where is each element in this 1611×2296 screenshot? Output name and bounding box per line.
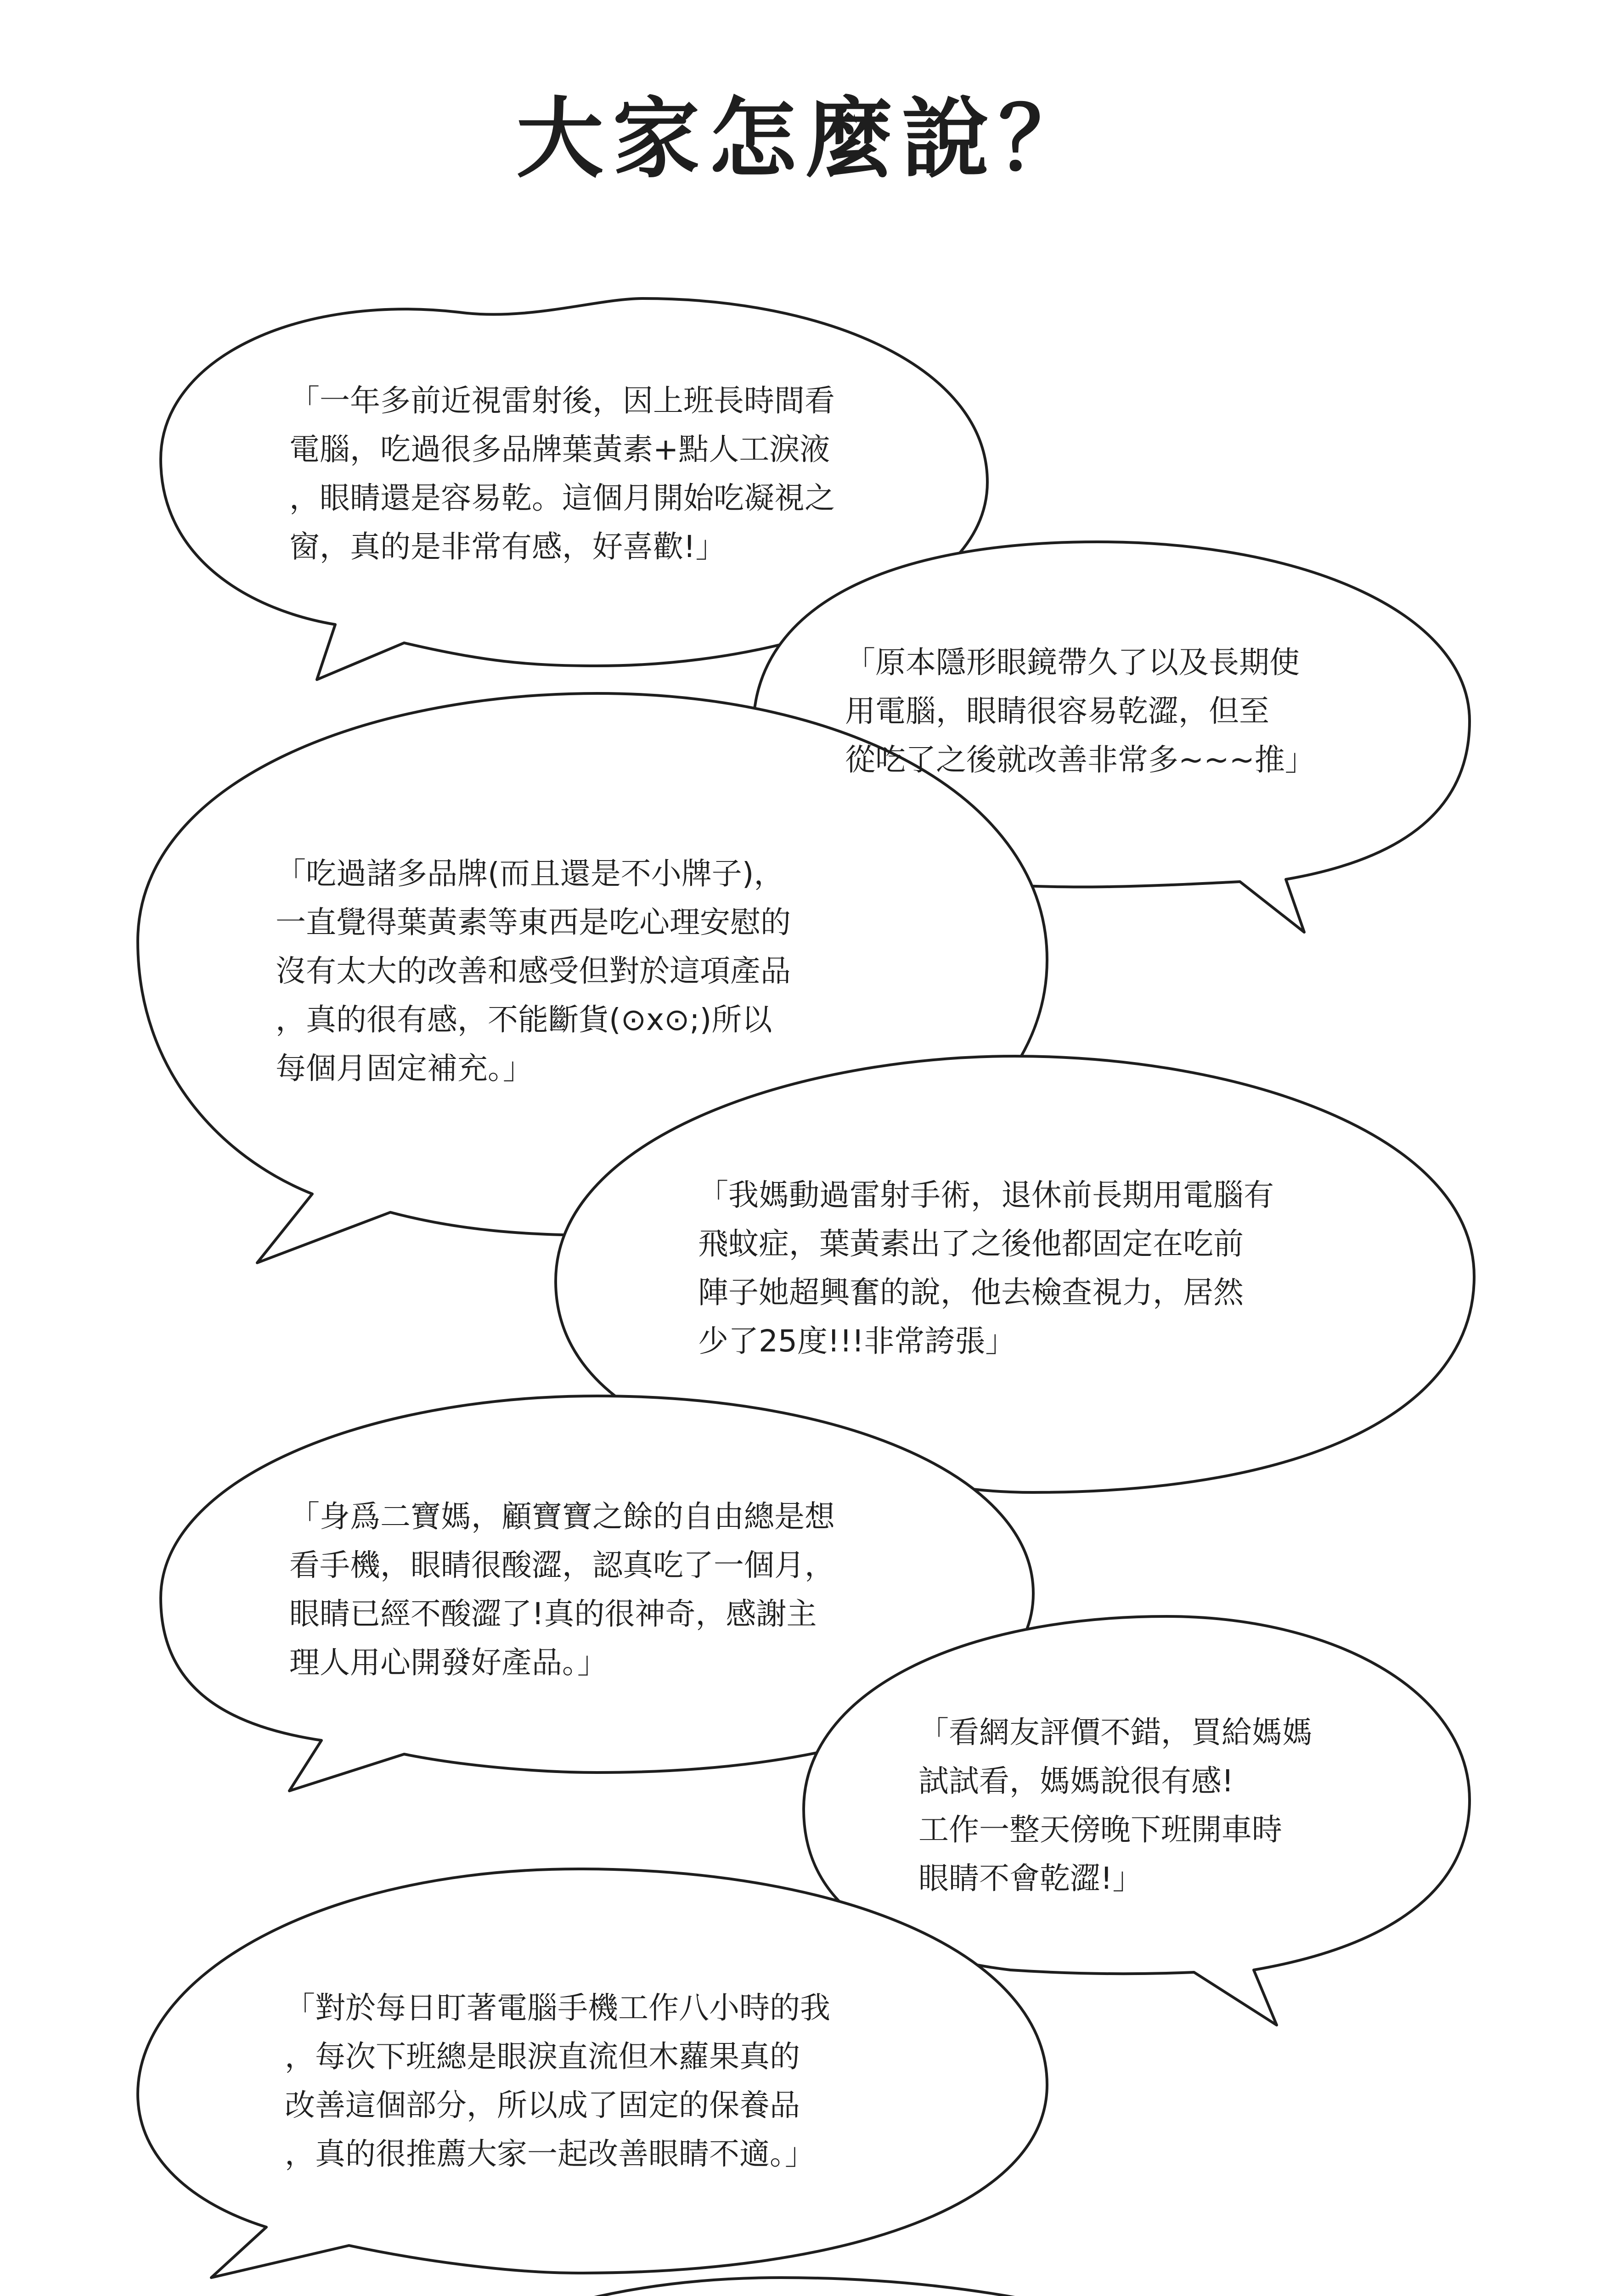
speech-bubble-8 xyxy=(202,2278,1538,2296)
testimonial-2 xyxy=(845,638,1315,784)
testimonial-line: 沒有太大的改善和感受但對於這項產品 xyxy=(276,953,791,989)
testimonial-line: 眼睛不會乾澀!」 xyxy=(918,1861,1143,1896)
testimonial-1 xyxy=(289,377,835,571)
testimonial-line: 少了25度!!!非常誇張」 xyxy=(698,1323,1016,1359)
testimonial-line: 「一年多前近視雷射後，因上班長時間看 xyxy=(289,383,835,418)
testimonial-line: ，真的很推薦大家一起改善眼睛不適。」 xyxy=(285,2136,815,2172)
testimonial-line: 「吃過諸多品牌(而且還是不小牌子)， xyxy=(276,856,784,891)
testimonial-line: 電腦，吃過很多品牌葉黃素+點人工淚液 xyxy=(289,432,830,467)
testimonial-line: 「對於每日盯著電腦手機工作八小時的我 xyxy=(285,1990,830,2026)
testimonial-line: 理人用心開發好產品。」 xyxy=(289,1645,608,1680)
testimonial-line: 試試看，媽媽說很有感! xyxy=(918,1763,1234,1799)
testimonial-line: 陣子她超興奮的說，他去檢查視力，居然 xyxy=(698,1275,1244,1310)
testimonial-line: 「看網友評價不錯，買給媽媽 xyxy=(918,1715,1312,1750)
testimonial-line: 「我媽動過雷射手術，退休前長期用電腦有 xyxy=(698,1177,1274,1213)
testimonial-line: 「原本隱形眼鏡帶久了以及長期使 xyxy=(845,645,1300,680)
testimonial-line: ，眼睛還是容易乾。這個月開始吃凝視之 xyxy=(289,480,835,516)
page-title: 大家怎麼說？ xyxy=(516,88,1095,190)
testimonial-4 xyxy=(698,1171,1274,1366)
testimonial-line: ，真的很有感，不能斷貨(⊙x⊙;)所以 xyxy=(276,1002,772,1037)
testimonial-line: 每個月固定補充。」 xyxy=(276,1051,533,1086)
testimonial-6 xyxy=(918,1708,1312,1903)
testimonial-line: 窗，真的是非常有感，好喜歡!」 xyxy=(289,529,726,564)
testimonial-line: 一直覺得葉黃素等東西是吃心理安慰的 xyxy=(276,905,791,940)
testimonial-line: 眼睛已經不酸澀了!真的很神奇，感謝主 xyxy=(289,1596,817,1632)
testimonial-7 xyxy=(285,1984,830,2178)
testimonial-line: 「身爲二寶媽，顧寶寶之餘的自由總是想 xyxy=(289,1499,835,1534)
testimonial-line: 改善這個部分，所以成了固定的保養品 xyxy=(285,2088,800,2123)
testimonial-5 xyxy=(289,1492,835,1687)
testimonial-line: 工作一整天傍晚下班開車時 xyxy=(918,1812,1282,1847)
testimonial-3 xyxy=(276,850,791,1093)
testimonial-line: ，每次下班總是眼淚直流但木蘿果真的 xyxy=(285,2039,800,2074)
testimonial-line: 飛蚊症，葉黃素出了之後他都固定在吃前 xyxy=(698,1226,1244,1261)
testimonial-line: 看手機，眼睛很酸澀，認真吃了一個月， xyxy=(289,1548,835,1583)
testimonial-line: 從吃了之後就改善非常多~~~推」 xyxy=(845,742,1315,777)
testimonial-line: 用電腦，眼睛很容易乾澀，但至 xyxy=(845,693,1269,729)
